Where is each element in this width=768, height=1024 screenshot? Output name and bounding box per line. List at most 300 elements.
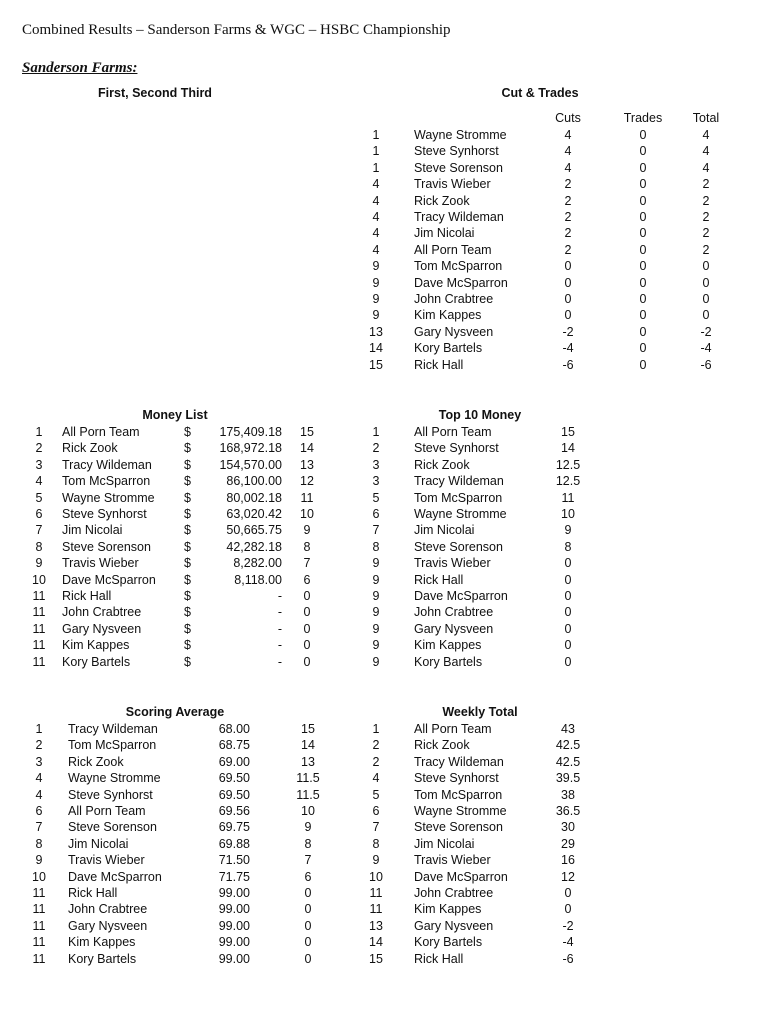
player-name-cell: Tom McSparron [414, 490, 503, 505]
player-name-cell: Kim Kappes [62, 638, 130, 653]
table-row [360, 637, 760, 654]
table-row [24, 770, 344, 787]
table-row [360, 803, 760, 820]
table-row [360, 572, 760, 589]
points-cell: 7 [304, 853, 312, 868]
table-row [360, 440, 760, 457]
player-name-cell: John Crabtree [414, 292, 494, 306]
rank-cell: 9 [372, 605, 380, 620]
points-cell: 0 [564, 638, 572, 653]
rank-cell: 10 [32, 869, 46, 884]
player-name-cell: Steve Synhorst [62, 507, 147, 521]
player-name-cell: Tom McSparron [68, 738, 157, 753]
total-cell: 0 [702, 275, 710, 290]
player-name-cell: Kim Kappes [414, 638, 482, 653]
rank-cell: 1 [372, 128, 380, 142]
table-row [360, 770, 760, 787]
rank-cell: 13 [369, 324, 383, 339]
table-row [360, 951, 760, 968]
table-row [360, 225, 760, 242]
points-cell: 0 [304, 935, 312, 950]
rank-cell: 11 [32, 951, 46, 966]
points-cell: 12.5 [555, 457, 581, 472]
weekly-total-cell: 30 [561, 820, 575, 835]
rank-cell: 7 [372, 820, 380, 835]
player-name-cell: Gary Nysveen [414, 621, 494, 636]
player-name-cell: Rick Zook [68, 754, 124, 769]
average-cell: 71.50 [218, 853, 250, 868]
player-name-cell: Steve Sorenson [62, 539, 151, 554]
rank-cell: 9 [372, 589, 380, 603]
currency-cell: $ [184, 539, 191, 554]
currency-cell: $ [184, 605, 191, 620]
points-cell: 11 [300, 490, 314, 505]
table-row [360, 291, 760, 308]
player-name-cell: Steve Synhorst [68, 787, 153, 802]
table-row [24, 539, 344, 556]
trades-cell: 0 [639, 210, 647, 224]
weekly-total-cell: 29 [561, 836, 575, 851]
average-cell: 69.50 [218, 771, 250, 786]
total-cell: 2 [702, 193, 710, 208]
points-cell: 0 [303, 605, 311, 620]
points-cell: 11.5 [296, 787, 320, 802]
table-row [360, 176, 760, 193]
points-cell: 11 [561, 490, 575, 505]
points-cell: 14 [561, 441, 575, 456]
rank-cell: 15 [369, 951, 383, 966]
trades-cell: 0 [639, 128, 647, 142]
weekly-total-cell: 42.5 [555, 754, 581, 769]
table-row [24, 852, 344, 869]
rank-cell: 9 [35, 556, 43, 571]
player-name-cell: Kim Kappes [414, 308, 482, 323]
money-list-table [24, 424, 344, 674]
amount-cell: 8,282.00 [233, 556, 282, 571]
player-name-cell: John Crabtree [62, 605, 142, 620]
total-cell: -4 [700, 341, 712, 356]
rank-cell: 6 [372, 507, 380, 521]
player-name-cell: Tom McSparron [414, 787, 503, 802]
currency-cell: $ [184, 654, 191, 669]
table-row [24, 621, 344, 638]
table-row [360, 275, 760, 292]
amount-cell: 8,118.00 [234, 572, 282, 587]
table-row [24, 506, 344, 523]
weekly-total-cell: 36.5 [555, 804, 581, 818]
table-row [24, 885, 344, 902]
rank-cell: 9 [372, 259, 380, 274]
player-name-cell: Rick Hall [414, 951, 464, 966]
player-name-cell: Dave McSparron [62, 572, 156, 587]
table-row [24, 473, 344, 490]
table-row [360, 473, 760, 490]
player-name-cell: All Porn Team [68, 804, 146, 818]
top10-money-table [360, 424, 760, 674]
rank-cell: 11 [32, 589, 46, 603]
player-name-cell: Kory Bartels [62, 654, 131, 669]
points-cell: 6 [303, 572, 311, 587]
table-row [24, 869, 344, 886]
amount-cell: - [277, 654, 282, 669]
total-cell: 0 [702, 292, 710, 306]
player-name-cell: Dave McSparron [414, 869, 508, 884]
rank-cell: 11 [32, 638, 46, 653]
points-cell: 7 [303, 556, 311, 571]
points-cell: 0 [304, 902, 312, 917]
table-row [24, 637, 344, 654]
player-name-cell: Travis Wieber [414, 177, 491, 192]
player-name-cell: Tracy Wildeman [414, 474, 504, 489]
rank-cell: 11 [32, 935, 46, 950]
table-row [360, 539, 760, 556]
points-cell: 14 [301, 738, 315, 753]
player-name-cell: John Crabtree [414, 886, 494, 900]
trades-cell: 0 [639, 242, 647, 257]
player-name-cell: Wayne Stromme [62, 490, 155, 505]
rank-cell: 4 [35, 474, 43, 489]
player-name-cell: All Porn Team [414, 722, 492, 736]
player-name-cell: Wayne Stromme [68, 771, 161, 786]
weekly-total-title: Weekly Total [442, 705, 518, 719]
average-cell: 69.56 [218, 804, 250, 818]
table-row [360, 307, 760, 324]
trades-header: Trades [623, 111, 663, 125]
total-cell: 2 [702, 177, 710, 192]
total-cell: -6 [700, 357, 712, 372]
points-cell: 0 [304, 886, 312, 900]
table-row [360, 621, 760, 638]
amount-cell: 42,282.18 [226, 539, 282, 554]
trades-cell: 0 [639, 259, 647, 274]
average-cell: 99.00 [218, 902, 250, 917]
rank-cell: 1 [35, 425, 43, 439]
points-cell: 0 [564, 589, 572, 603]
player-name-cell: Jim Nicolai [414, 836, 475, 851]
player-name-cell: Steve Synhorst [414, 441, 499, 456]
cuts-cell: -4 [562, 341, 574, 356]
table-row [360, 737, 760, 754]
rank-cell: 4 [35, 787, 43, 802]
table-row [360, 604, 760, 621]
average-cell: 69.50 [218, 787, 250, 802]
table-row [24, 836, 344, 853]
points-cell: 15 [300, 425, 314, 439]
rank-cell: 3 [372, 457, 380, 472]
weekly-total-cell: -2 [562, 918, 574, 933]
player-name-cell: Jim Nicolai [414, 523, 475, 538]
player-name-cell: Dave McSparron [414, 589, 508, 603]
points-cell: 0 [564, 572, 572, 587]
table-row [360, 885, 760, 902]
first-second-third-title: First, Second Third [98, 86, 212, 100]
table-row [360, 490, 760, 507]
player-name-cell: Jim Nicolai [68, 836, 129, 851]
player-name-cell: Rick Hall [62, 589, 112, 603]
trades-cell: 0 [639, 275, 647, 290]
cuts-cell: 4 [564, 128, 572, 142]
rank-cell: 6 [372, 804, 380, 818]
total-cell: 2 [702, 226, 710, 241]
points-cell: 0 [564, 605, 572, 620]
table-row [360, 242, 760, 259]
points-cell: 10 [301, 804, 315, 818]
player-name-cell: Tracy Wildeman [414, 210, 504, 224]
points-cell: 13 [301, 754, 315, 769]
player-name-cell: Steve Synhorst [414, 144, 499, 159]
table-row [360, 522, 760, 539]
average-cell: 99.00 [218, 935, 250, 950]
currency-cell: $ [184, 556, 191, 571]
points-cell: 12 [300, 474, 314, 489]
rank-cell: 2 [35, 738, 43, 753]
table-row [360, 754, 760, 771]
player-name-cell: Rick Zook [414, 738, 470, 753]
player-name-cell: Rick Hall [414, 357, 464, 372]
cuts-cell: 4 [564, 160, 572, 175]
currency-cell: $ [184, 638, 191, 653]
player-name-cell: Steve Sorenson [414, 539, 503, 554]
player-name-cell: Dave McSparron [414, 275, 508, 290]
player-name-cell: All Porn Team [414, 242, 492, 257]
points-cell: 8 [303, 539, 311, 554]
total-cell: 4 [702, 160, 710, 175]
rank-cell: 7 [372, 523, 380, 538]
player-name-cell: Kory Bartels [414, 654, 483, 669]
points-cell: 10 [300, 507, 314, 521]
table-row [24, 737, 344, 754]
total-cell: 0 [702, 308, 710, 323]
rank-cell: 9 [372, 621, 380, 636]
player-name-cell: Kory Bartels [414, 341, 483, 356]
points-cell: 6 [304, 869, 312, 884]
currency-cell: $ [184, 523, 191, 538]
table-row [360, 918, 760, 935]
trades-cell: 0 [639, 193, 647, 208]
cuts-cell: 0 [564, 308, 572, 323]
trades-cell: 0 [639, 341, 647, 356]
table-row [360, 852, 760, 869]
points-cell: 14 [300, 441, 314, 456]
currency-cell: $ [184, 490, 191, 505]
weekly-total-cell: 43 [561, 722, 575, 736]
points-cell: 9 [303, 523, 311, 538]
player-name-cell: Steve Synhorst [414, 771, 499, 786]
table-row [360, 555, 760, 572]
table-row [24, 654, 344, 671]
currency-cell: $ [184, 474, 191, 489]
rank-cell: 5 [372, 787, 380, 802]
table-row [360, 934, 760, 951]
player-name-cell: Gary Nysveen [414, 324, 494, 339]
rank-cell: 4 [372, 210, 380, 224]
points-cell: 0 [303, 621, 311, 636]
rank-cell: 11 [369, 886, 383, 900]
rank-cell: 4 [372, 771, 380, 786]
weekly-total-cell: 38 [561, 787, 575, 802]
amount-cell: - [277, 605, 282, 620]
section-title: Sanderson Farms: [22, 60, 138, 76]
total-cell: 4 [702, 128, 710, 142]
table-row [24, 951, 344, 968]
player-name-cell: Tracy Wildeman [68, 722, 158, 736]
table-row [24, 588, 344, 605]
weekly-total-table [360, 721, 760, 971]
points-cell: 8 [304, 836, 312, 851]
player-name-cell: Jim Nicolai [62, 523, 123, 538]
rank-cell: 2 [372, 738, 380, 753]
table-row [24, 901, 344, 918]
table-row [360, 160, 760, 177]
player-name-cell: Travis Wieber [68, 853, 145, 868]
table-row [360, 588, 760, 605]
weekly-total-cell: 39.5 [555, 771, 581, 786]
rank-cell: 11 [32, 918, 46, 933]
table-row [360, 457, 760, 474]
points-cell: 8 [564, 539, 572, 554]
rank-cell: 3 [372, 474, 380, 489]
weekly-total-cell: 42.5 [555, 738, 581, 753]
player-name-cell: Rick Hall [68, 886, 118, 900]
rank-cell: 9 [35, 853, 43, 868]
table-row [24, 555, 344, 572]
player-name-cell: Rick Hall [414, 572, 464, 587]
amount-cell: 50,665.75 [226, 523, 282, 538]
player-name-cell: Steve Sorenson [414, 820, 503, 835]
points-cell: 15 [561, 425, 575, 439]
rank-cell: 1 [372, 160, 380, 175]
cut-trades-table [360, 127, 760, 377]
rank-cell: 8 [35, 836, 43, 851]
weekly-total-cell: 16 [561, 853, 575, 868]
rank-cell: 9 [372, 654, 380, 669]
rank-cell: 9 [372, 853, 380, 868]
player-name-cell: Tracy Wildeman [414, 754, 504, 769]
rank-cell: 11 [32, 621, 46, 636]
rank-cell: 14 [369, 341, 383, 356]
table-row [24, 424, 344, 441]
points-cell: 10 [561, 507, 575, 521]
trades-cell: 0 [639, 324, 647, 339]
table-row [360, 424, 760, 441]
player-name-cell: Wayne Stromme [414, 804, 507, 818]
points-cell: 15 [301, 722, 315, 736]
currency-cell: $ [184, 425, 191, 439]
player-name-cell: Rick Zook [62, 441, 118, 456]
player-name-cell: Dave McSparron [68, 869, 162, 884]
rank-cell: 2 [35, 441, 43, 456]
rank-cell: 9 [372, 572, 380, 587]
currency-cell: $ [184, 621, 191, 636]
trades-cell: 0 [639, 144, 647, 159]
amount-cell: - [277, 589, 282, 603]
rank-cell: 6 [35, 804, 43, 818]
table-row [360, 258, 760, 275]
rank-cell: 9 [372, 292, 380, 306]
average-cell: 69.88 [218, 836, 250, 851]
rank-cell: 11 [369, 902, 383, 917]
player-name-cell: Wayne Stromme [414, 507, 507, 521]
points-cell: 0 [564, 654, 572, 669]
amount-cell: 175,409.18 [219, 425, 282, 439]
player-name-cell: Gary Nysveen [68, 918, 148, 933]
points-cell: 9 [304, 820, 312, 835]
cuts-cell: 2 [564, 177, 572, 192]
table-row [360, 193, 760, 210]
table-row [360, 127, 760, 144]
rank-cell: 1 [35, 722, 43, 736]
weekly-total-cell: 0 [564, 886, 572, 900]
player-name-cell: Gary Nysveen [414, 918, 494, 933]
rank-cell: 5 [372, 490, 380, 505]
total-cell: 2 [702, 242, 710, 257]
scoring-average-table [24, 721, 344, 971]
amount-cell: - [277, 621, 282, 636]
player-name-cell: Travis Wieber [62, 556, 139, 571]
currency-cell: $ [184, 572, 191, 587]
table-row [24, 803, 344, 820]
table-row [24, 934, 344, 951]
rank-cell: 2 [372, 441, 380, 456]
rank-cell: 15 [369, 357, 383, 372]
average-cell: 69.00 [218, 754, 250, 769]
total-cell: 2 [702, 210, 710, 224]
rank-cell: 4 [372, 242, 380, 257]
cuts-cell: -6 [562, 357, 574, 372]
points-cell: 0 [304, 918, 312, 933]
player-name-cell: Wayne Stromme [414, 128, 507, 142]
total-cell: 4 [702, 144, 710, 159]
rank-cell: 11 [32, 886, 46, 900]
average-cell: 99.00 [218, 886, 250, 900]
document-title: Combined Results – Sanderson Farms & WGC – HSBC Championship [22, 22, 451, 38]
trades-cell: 0 [639, 177, 647, 192]
cuts-cell: 2 [564, 242, 572, 257]
player-name-cell: Tom McSparron [62, 474, 151, 489]
player-name-cell: Travis Wieber [414, 853, 491, 868]
player-name-cell: John Crabtree [414, 605, 494, 620]
rank-cell: 8 [372, 836, 380, 851]
amount-cell: 86,100.00 [226, 474, 282, 489]
average-cell: 69.75 [218, 820, 250, 835]
rank-cell: 3 [35, 754, 43, 769]
trades-cell: 0 [639, 357, 647, 372]
player-name-cell: Rick Zook [414, 457, 470, 472]
points-cell: 0 [564, 621, 572, 636]
average-cell: 99.00 [218, 918, 250, 933]
currency-cell: $ [184, 457, 191, 472]
table-row [24, 754, 344, 771]
average-cell: 71.75 [218, 869, 250, 884]
table-row [24, 721, 344, 738]
total-cell: 0 [702, 259, 710, 274]
table-row [24, 490, 344, 507]
table-row [360, 869, 760, 886]
rank-cell: 6 [35, 507, 43, 521]
table-row [360, 787, 760, 804]
player-name-cell: Gary Nysveen [62, 621, 142, 636]
points-cell: 11.5 [296, 771, 320, 786]
top10-money-title: Top 10 Money [438, 408, 522, 422]
amount-cell: 168,972.18 [219, 441, 282, 456]
weekly-total-cell: -4 [562, 935, 574, 950]
scoring-average-title: Scoring Average [125, 705, 225, 719]
table-row [360, 340, 760, 357]
table-row [24, 440, 344, 457]
table-row [360, 357, 760, 374]
player-name-cell: Kory Bartels [68, 951, 137, 966]
money-list-title: Money List [142, 408, 208, 422]
